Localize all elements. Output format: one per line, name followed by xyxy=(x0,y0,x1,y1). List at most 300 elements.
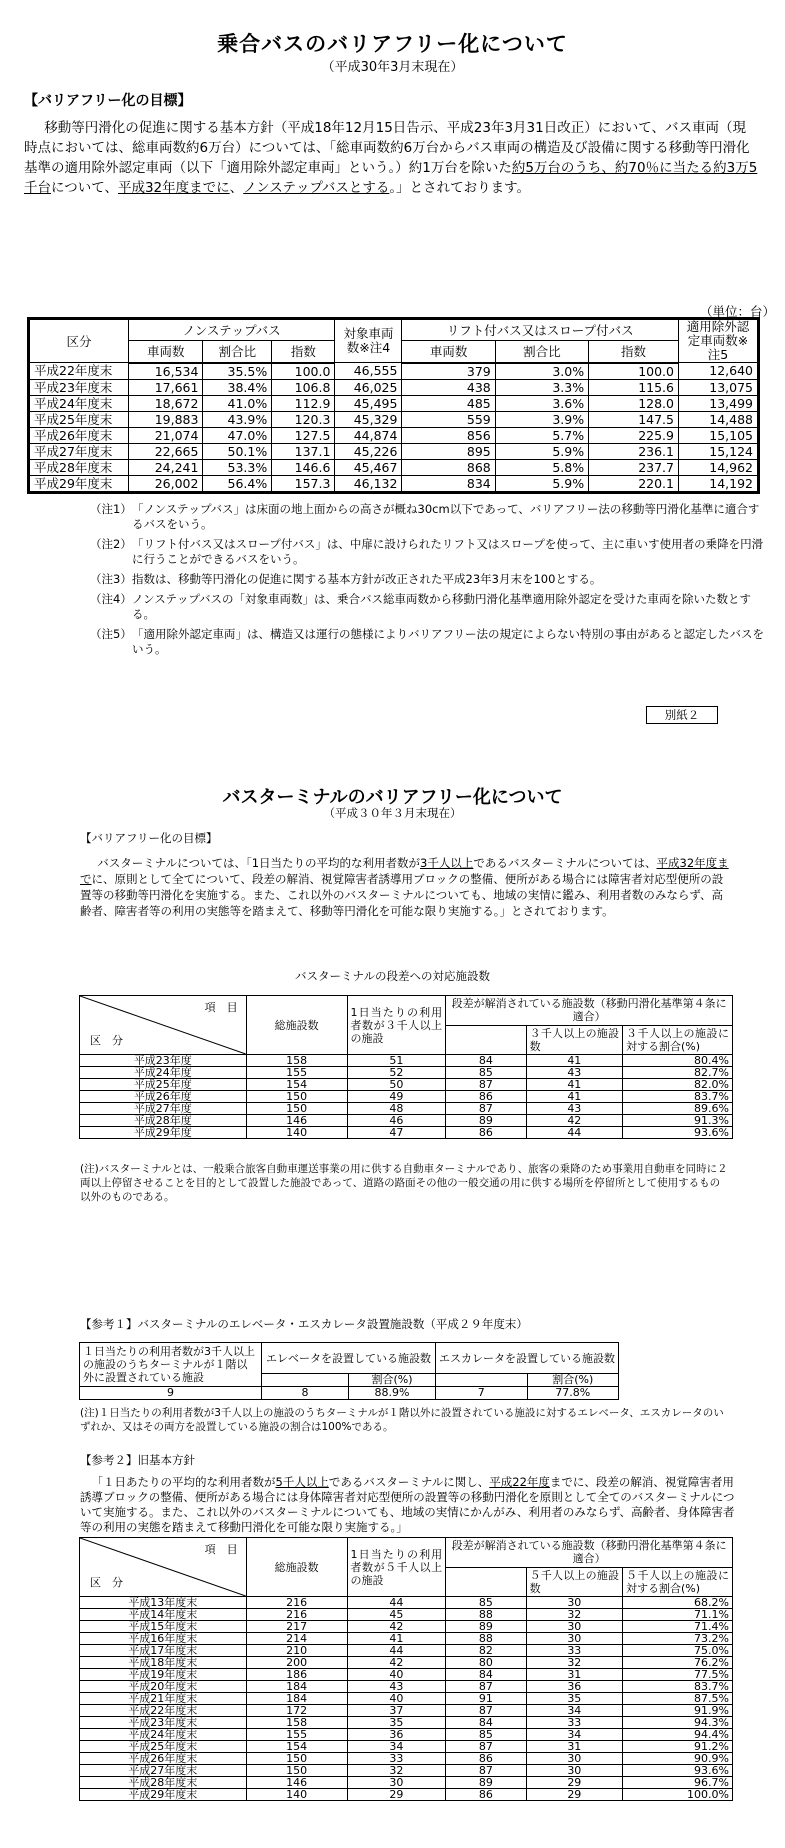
cell-value: 30 xyxy=(526,1621,622,1633)
cell-value: 84 xyxy=(446,1717,526,1729)
cell-value: 87 xyxy=(446,1765,526,1777)
row-label: 平成19年度末 xyxy=(80,1669,247,1681)
cell-value: 115.6 xyxy=(589,379,679,395)
cell-value: 40 xyxy=(347,1693,446,1705)
cell-value: 184 xyxy=(246,1693,347,1705)
header-count: 車両数 xyxy=(129,341,203,363)
cell-value: 30 xyxy=(526,1753,622,1765)
row-label: 平成18年度末 xyxy=(80,1657,247,1669)
cell-value: 45 xyxy=(347,1609,446,1621)
cell-value: 214 xyxy=(246,1633,347,1645)
attachment-label: 別紙２ xyxy=(646,706,718,724)
cell-value: 94.4% xyxy=(623,1729,733,1741)
cell-value: 80.4% xyxy=(623,1055,733,1067)
cell-value: 45,467 xyxy=(335,459,402,475)
table-row xyxy=(29,411,759,427)
cell-value: 71.1% xyxy=(623,1609,733,1621)
cell-value: 91 xyxy=(446,1693,526,1705)
goal-text: について、 xyxy=(51,180,118,196)
cell-value: 33 xyxy=(526,1645,622,1657)
old-policy-table xyxy=(79,1537,733,1801)
cell-value: 76.2% xyxy=(623,1657,733,1669)
cell-value: 84 xyxy=(446,1669,526,1681)
ref2-title: 【参考２】旧基本方針 xyxy=(80,1453,195,1467)
table-row xyxy=(29,475,759,492)
row-label: 平成24年度末 xyxy=(80,1729,247,1741)
table-row xyxy=(29,363,759,380)
table-row xyxy=(29,427,759,443)
table-row xyxy=(80,1115,733,1127)
header-item: 項 目 xyxy=(204,1543,238,1556)
bus-table xyxy=(27,317,760,494)
note-key: （注3） xyxy=(90,572,132,586)
cell-value: 112.9 xyxy=(272,395,335,411)
cell-value: 50 xyxy=(347,1079,446,1091)
cell-value: 154 xyxy=(246,1079,347,1091)
cell-value: 559 xyxy=(402,411,495,427)
cell-value: 83.7% xyxy=(623,1681,733,1693)
cell-value: 17,661 xyxy=(129,379,203,395)
cell-value: 31 xyxy=(526,1741,622,1753)
cell-value: 93.6% xyxy=(623,1127,733,1139)
cell-value: 14,962 xyxy=(679,459,759,475)
cell-value: 14,192 xyxy=(679,475,759,492)
header-exempt: 適用除外認定車両数※注5 xyxy=(679,319,759,363)
row-label: 平成29年度末 xyxy=(80,1789,247,1801)
cell-value: 91.2% xyxy=(623,1741,733,1753)
note-item xyxy=(90,572,765,587)
cell-value: 35 xyxy=(526,1693,622,1705)
cell-value: 87.5% xyxy=(623,1693,733,1705)
cell-value: 33 xyxy=(347,1753,446,1765)
goal-text: に、原則として全てについて、段差の解消、視覚障害者誘導用ブロックの整備、便所がある場合には障害者対応型便所の設置等の移動等円滑化を実施する。また、これ以外のバスターミナルについても、地域の実情に鑑み、利用者数のみならず、高齢者、障害者等の利用の実態等を踏まえて、移動等円滑化を可能な限り実施する。」とされております。 xyxy=(80,872,724,918)
cell-value: 5.8% xyxy=(495,459,588,475)
cell-value: 45,329 xyxy=(335,411,402,427)
cell-value: 30 xyxy=(347,1777,446,1789)
cell-value: 186 xyxy=(246,1669,347,1681)
cell-value: 33 xyxy=(526,1717,622,1729)
row-label: 平成15年度末 xyxy=(80,1621,247,1633)
row-label: 平成23年度末 xyxy=(29,379,129,395)
table-row xyxy=(80,1693,733,1705)
row-label: 平成16年度末 xyxy=(80,1633,247,1645)
cell-value: 47 xyxy=(347,1127,446,1139)
cell-value: 71.4% xyxy=(623,1621,733,1633)
cell-value: 30 xyxy=(526,1765,622,1777)
row-label: 平成26年度 xyxy=(80,1091,247,1103)
goal-text: 。」とされております。 xyxy=(389,180,531,196)
row-label: 平成23年度 xyxy=(80,1055,247,1067)
cell-value: 82.0% xyxy=(623,1079,733,1091)
table-row xyxy=(80,1681,733,1693)
table-row xyxy=(80,1777,733,1789)
row-label: 平成25年度 xyxy=(80,1079,247,1091)
cell-value: 49 xyxy=(347,1091,446,1103)
cell-value: 46,132 xyxy=(335,475,402,492)
cell-value: 45,495 xyxy=(335,395,402,411)
cell-value: 438 xyxy=(402,379,495,395)
row-label: 平成24年度末 xyxy=(29,395,129,411)
cell-value: 100.0% xyxy=(623,1789,733,1801)
cell-value: 50.1% xyxy=(203,443,272,459)
cell-value: 87 xyxy=(446,1103,526,1115)
table-row xyxy=(80,1657,733,1669)
ref1-header-facilities: １日当たりの利用者数が3千人以上の施設のうちターミナルが１階以外に設置されている施設 xyxy=(80,1343,262,1387)
row-label: 平成13年度末 xyxy=(80,1597,247,1609)
table-row xyxy=(80,1705,733,1717)
cell-value: 43 xyxy=(347,1681,446,1693)
note-text: ノンステップバスの「対象車両数」は、乗合バス総車両数から移動円滑化基準適用除外認定を受けた車両を除いた数とする。 xyxy=(132,592,752,621)
table-row xyxy=(80,1669,733,1681)
cell-value: 87 xyxy=(446,1079,526,1091)
table-row xyxy=(29,395,759,411)
cell-value: 87 xyxy=(446,1741,526,1753)
row-label: 平成21年度末 xyxy=(80,1693,247,1705)
cell-value: 3.9% xyxy=(495,411,588,427)
cell-value: 94.3% xyxy=(623,1717,733,1729)
cell-value: 34 xyxy=(526,1705,622,1717)
cell-value: 82 xyxy=(446,1645,526,1657)
terminal-table xyxy=(79,995,733,1139)
table-row xyxy=(80,1729,733,1741)
header-blank xyxy=(446,1567,526,1597)
cell-value: 42 xyxy=(347,1621,446,1633)
goal-text: であるバスターミナルについては、 xyxy=(473,856,657,870)
cell-value: 82.7% xyxy=(623,1067,733,1079)
cell-value: 42 xyxy=(347,1657,446,1669)
ref1-ratio-header: 割合(%) xyxy=(349,1374,436,1387)
note-item xyxy=(90,537,765,567)
cell-value: 15,105 xyxy=(679,427,759,443)
header-diagonal-cell xyxy=(80,996,247,1055)
row-label: 平成29年度末 xyxy=(29,475,129,492)
goal-underline: 約5万台のうち、約70％に当たる約3万5千台 xyxy=(24,160,758,196)
cell-value: 21,074 xyxy=(129,427,203,443)
row-label: 平成28年度末 xyxy=(80,1777,247,1789)
ref2-text: であるバスターミナルに関し、 xyxy=(328,1475,490,1489)
cell-value: 90.9% xyxy=(623,1753,733,1765)
cell-value: 88 xyxy=(446,1633,526,1645)
cell-value: 150 xyxy=(246,1103,347,1115)
cell-value: 77.5% xyxy=(623,1669,733,1681)
cell-value: 220.1 xyxy=(589,475,679,492)
note-text: 「リフト付バス又はスロープ付バス」は、中扉に設けられたリフト又はスロープを使って、主に車いす使用者の乗降を円滑に行うことができるバスをいう。 xyxy=(132,537,764,566)
table-row xyxy=(80,1633,733,1645)
cell-value: 43 xyxy=(526,1067,622,1079)
terminal-subtitle: （平成３０年３月末現在） xyxy=(323,806,462,820)
ref1-blank xyxy=(436,1374,528,1387)
header-solved-count: ３千人以上の施設数 xyxy=(526,1025,622,1055)
cell-value: 13,075 xyxy=(679,379,759,395)
cell-value: 184 xyxy=(246,1681,347,1693)
cell-value: 35 xyxy=(347,1717,446,1729)
header-total: 総施設数 xyxy=(246,1538,347,1597)
ref2-paragraph xyxy=(80,1475,735,1535)
header-kubun: 区分 xyxy=(29,319,129,363)
ref1-blank xyxy=(262,1374,349,1387)
header-index: 指数 xyxy=(272,341,335,363)
cell-value: 89 xyxy=(446,1777,526,1789)
cell-value: 48 xyxy=(347,1103,446,1115)
cell-value: 85 xyxy=(446,1597,526,1609)
cell-value: 91.3% xyxy=(623,1115,733,1127)
cell-value: 106.8 xyxy=(272,379,335,395)
cell-value: 44 xyxy=(526,1127,622,1139)
cell-value: 84 xyxy=(446,1055,526,1067)
cell-value: 856 xyxy=(402,427,495,443)
row-label: 平成29年度 xyxy=(80,1127,247,1139)
cell-value: 86 xyxy=(446,1789,526,1801)
table-row xyxy=(80,1753,733,1765)
cell-value: 137.1 xyxy=(272,443,335,459)
goal-underline: ノンステップバスとする xyxy=(243,180,390,196)
ref2-text: 「１日あたりの平均的な利用者数が xyxy=(91,1475,276,1489)
cell-value: 154 xyxy=(246,1741,347,1753)
ref1-table xyxy=(79,1342,619,1400)
cell-value: 485 xyxy=(402,395,495,411)
cell-value: 75.0% xyxy=(623,1645,733,1657)
cell-value: 217 xyxy=(246,1621,347,1633)
row-label: 平成26年度末 xyxy=(29,427,129,443)
ref2-underline: 5千人以上 xyxy=(275,1475,329,1489)
note-key: （注1） xyxy=(90,502,132,516)
row-label: 平成22年度末 xyxy=(29,363,129,380)
cell-value: 172 xyxy=(246,1705,347,1717)
note-key: （注4） xyxy=(90,592,132,606)
row-label: 平成23年度末 xyxy=(80,1717,247,1729)
table-row xyxy=(80,1609,733,1621)
unit-label: （単位：台） xyxy=(700,304,776,319)
cell-value: 41 xyxy=(347,1633,446,1645)
cell-value: 32 xyxy=(347,1765,446,1777)
cell-value: 100.0 xyxy=(272,363,335,380)
cell-value: 87 xyxy=(446,1681,526,1693)
cell-value: 41 xyxy=(526,1079,622,1091)
row-label: 平成26年度末 xyxy=(80,1753,247,1765)
cell-value: 3.3% xyxy=(495,379,588,395)
cell-value: 32 xyxy=(526,1609,622,1621)
cell-value: 41 xyxy=(526,1055,622,1067)
header-solved: 段差が解消されている施設数（移動円滑化基準第４条に適合） xyxy=(446,1538,733,1568)
goal-underline: 平成32年度までに xyxy=(117,180,230,196)
row-label: 平成24年度 xyxy=(80,1067,247,1079)
ref2-underline: 平成22年度 xyxy=(489,1475,550,1489)
ref1-value: 9 xyxy=(80,1387,262,1400)
cell-value: 29 xyxy=(347,1789,446,1801)
ref1-ratio-header: 割合(%) xyxy=(527,1374,619,1387)
note-item xyxy=(90,627,765,657)
cell-value: 26,002 xyxy=(129,475,203,492)
header-diagonal-cell xyxy=(80,1538,247,1597)
cell-value: 96.7% xyxy=(623,1777,733,1789)
row-label: 平成17年度末 xyxy=(80,1645,247,1657)
table-row xyxy=(80,1741,733,1753)
goal-underline: 平成32年度まで xyxy=(80,856,729,886)
table-row xyxy=(80,1765,733,1777)
cell-value: 22,665 xyxy=(129,443,203,459)
cell-value: 16,534 xyxy=(129,363,203,380)
cell-value: 47.0% xyxy=(203,427,272,443)
header-lift: リフト付バス又はスロープ付バス xyxy=(402,319,679,341)
table-row xyxy=(80,1091,733,1103)
cell-value: 68.2% xyxy=(623,1597,733,1609)
row-label: 平成25年度末 xyxy=(29,411,129,427)
cell-value: 146.6 xyxy=(272,459,335,475)
cell-value: 53.3% xyxy=(203,459,272,475)
row-label: 平成27年度末 xyxy=(29,443,129,459)
cell-value: 46,025 xyxy=(335,379,402,395)
header-index: 指数 xyxy=(589,341,679,363)
table-row xyxy=(80,1789,733,1801)
header-blank xyxy=(446,1025,526,1055)
row-label: 平成20年度末 xyxy=(80,1681,247,1693)
table-row xyxy=(80,1103,733,1115)
cell-value: 14,488 xyxy=(679,411,759,427)
cell-value: 834 xyxy=(402,475,495,492)
header-count: 車両数 xyxy=(402,341,495,363)
cell-value: 100.0 xyxy=(589,363,679,380)
cell-value: 19,883 xyxy=(129,411,203,427)
page-subtitle: （平成30年3月末現在） xyxy=(321,60,464,75)
cell-value: 29 xyxy=(526,1777,622,1789)
cell-value: 86 xyxy=(446,1753,526,1765)
cell-value: 868 xyxy=(402,459,495,475)
cell-value: 86 xyxy=(446,1091,526,1103)
ref2-text: までに、段差の解消、視覚障害者用誘導ブロックの整備、便所がある場合には身体障害者対応型便所の設置等の移動円滑化を原則として全てのバスターミナルについて実施する。また、これ以外のバスターミナルについても、地域の実情にかんがみ、利用者のみならず、高齢者、身体障害者等の利用の実態を踏まえて移動円滑化を可能な限り実施する。」 xyxy=(80,1475,735,1534)
cell-value: 44,874 xyxy=(335,427,402,443)
header-kubun: 区 分 xyxy=(90,1576,123,1589)
bus-notes xyxy=(90,502,765,662)
ref1-value: 7 xyxy=(436,1387,528,1400)
ref1-title: 【参考１】バスターミナルのエレベータ・エスカレータ設置施設数（平成２９年度末） xyxy=(80,1317,528,1331)
cell-value: 40 xyxy=(347,1669,446,1681)
cell-value: 146 xyxy=(246,1777,347,1789)
table-row xyxy=(80,1127,733,1139)
table-row xyxy=(80,1621,733,1633)
cell-value: 210 xyxy=(246,1645,347,1657)
terminal-table-caption: バスターミナルの段差への対応施設数 xyxy=(295,969,490,983)
cell-value: 12,640 xyxy=(679,363,759,380)
terminal-goal-paragraph xyxy=(80,855,732,919)
cell-value: 42 xyxy=(526,1115,622,1127)
cell-value: 147.5 xyxy=(589,411,679,427)
table-row xyxy=(29,379,759,395)
cell-value: 150 xyxy=(246,1765,347,1777)
table-row xyxy=(80,1717,733,1729)
cell-value: 158 xyxy=(246,1717,347,1729)
cell-value: 24,241 xyxy=(129,459,203,475)
cell-value: 43.9% xyxy=(203,411,272,427)
note-text: 「適用除外認定車両」は、構造又は運行の態様によりバリアフリー法の規定によらない特別の事由があると認定したバスをいう。 xyxy=(132,627,765,656)
cell-value: 120.3 xyxy=(272,411,335,427)
cell-value: 44 xyxy=(347,1645,446,1657)
cell-value: 89 xyxy=(446,1115,526,1127)
row-label: 平成14年度末 xyxy=(80,1609,247,1621)
row-label: 平成27年度末 xyxy=(80,1765,247,1777)
cell-value: 157.3 xyxy=(272,475,335,492)
row-label: 平成28年度 xyxy=(80,1115,247,1127)
note-item xyxy=(90,502,765,532)
cell-value: 87 xyxy=(446,1705,526,1717)
cell-value: 36 xyxy=(526,1681,622,1693)
header-item: 項 目 xyxy=(204,1001,238,1014)
cell-value: 895 xyxy=(402,443,495,459)
cell-value: 73.2% xyxy=(623,1633,733,1645)
header-nonstep: ノンステップバス xyxy=(129,319,335,341)
table-row xyxy=(80,1067,733,1079)
cell-value: 127.5 xyxy=(272,427,335,443)
cell-value: 86 xyxy=(446,1127,526,1139)
cell-value: 38.4% xyxy=(203,379,272,395)
cell-value: 379 xyxy=(402,363,495,380)
header-ratio: ５千人以上の施設に対する割合(%) xyxy=(623,1567,733,1597)
row-label: 平成28年度末 xyxy=(29,459,129,475)
header-daily: 1日当たりの利用者数が３千人以上の施設 xyxy=(347,996,446,1055)
cell-value: 51 xyxy=(347,1055,446,1067)
cell-value: 216 xyxy=(246,1597,347,1609)
cell-value: 18,672 xyxy=(129,395,203,411)
cell-value: 200 xyxy=(246,1657,347,1669)
cell-value: 13,499 xyxy=(679,395,759,411)
cell-value: 31 xyxy=(526,1669,622,1681)
cell-value: 34 xyxy=(526,1729,622,1741)
header-solved-count: ５千人以上の施設数 xyxy=(526,1567,622,1597)
ref1-value: 8 xyxy=(262,1387,349,1400)
table-row xyxy=(80,1645,733,1657)
cell-value: 225.9 xyxy=(589,427,679,443)
header-ratio: 割合比 xyxy=(495,341,588,363)
cell-value: 140 xyxy=(246,1127,347,1139)
cell-value: 236.1 xyxy=(589,443,679,459)
note-key: （注2） xyxy=(90,537,132,551)
terminal-note: (注)バスターミナルとは、一般乗合旅客自動車運送事業の用に供する自動車ターミナルであり、旅客の乗降のため事業用自動車を同時に２両以上停留させることを目的として設置した施設であって、道路の路面その他の一般交通の用に供する場所を停留所として使用するもの以外のものである。 xyxy=(80,1163,728,1203)
cell-value: 91.9% xyxy=(623,1705,733,1717)
table-row xyxy=(80,1055,733,1067)
cell-value: 93.6% xyxy=(623,1765,733,1777)
terminal-goal-heading: 【バリアフリー化の目標】 xyxy=(80,831,218,845)
header-daily: 1日当たりの利用者数が５千人以上の施設 xyxy=(347,1538,446,1597)
cell-value: 5.9% xyxy=(495,475,588,492)
ref1-note: (注)１日当たりの利用者数が3千人以上の施設のうちターミナルが１階以外に設置されている施設に対するエレベータ、エスカレータのいずれか、又はその両方を設置している施設の割合は100%である。 xyxy=(80,1407,724,1433)
goal-text: バスターミナルについては、「1日当たりの平均的な利用者数が xyxy=(97,856,421,870)
goal-text: 移動等円滑化の促進に関する基本方針（平成18年12月15日告示、平成23年3月31日改正）において、バス車両（現時点においては、総車両数約6万台）については、「総車両数約6万台からバス車両の構造及び設備に関する移動等円滑化基準の適用除外認定車両（以下「適用除外認定車両」という。）約1万台を除いた xyxy=(24,120,750,176)
header-ratio: 割合比 xyxy=(203,341,272,363)
cell-value: 85 xyxy=(446,1067,526,1079)
cell-value: 36 xyxy=(347,1729,446,1741)
note-text: 「ノンステップバス」は床面の地上面からの高さが概ね30cm以下であって、バリアフリー法の移動等円滑化基準に適合するバスをいう。 xyxy=(132,502,760,531)
cell-value: 15,124 xyxy=(679,443,759,459)
header-total: 総施設数 xyxy=(246,996,347,1055)
cell-value: 155 xyxy=(246,1729,347,1741)
cell-value: 140 xyxy=(246,1789,347,1801)
header-ratio: ３千人以上の施設に対する割合(%) xyxy=(623,1025,733,1055)
ref1-value: 88.9% xyxy=(349,1387,436,1400)
header-solved: 段差が解消されている施設数（移動円滑化基準第４条に適合） xyxy=(446,996,733,1026)
cell-value: 45,226 xyxy=(335,443,402,459)
cell-value: 3.0% xyxy=(495,363,588,380)
cell-value: 41.0% xyxy=(203,395,272,411)
cell-value: 89 xyxy=(446,1621,526,1633)
row-label: 平成27年度 xyxy=(80,1103,247,1115)
cell-value: 158 xyxy=(246,1055,347,1067)
cell-value: 146 xyxy=(246,1115,347,1127)
goal-paragraph xyxy=(24,118,759,198)
ref1-header-escalator: エスカレータを設置している施設数 xyxy=(436,1343,619,1374)
page-title: 乗合バスのバリアフリー化について xyxy=(217,32,568,56)
ref1-value: 77.8% xyxy=(527,1387,619,1400)
cell-value: 56.4% xyxy=(203,475,272,492)
goal-underline: 3千人以上 xyxy=(420,856,474,870)
